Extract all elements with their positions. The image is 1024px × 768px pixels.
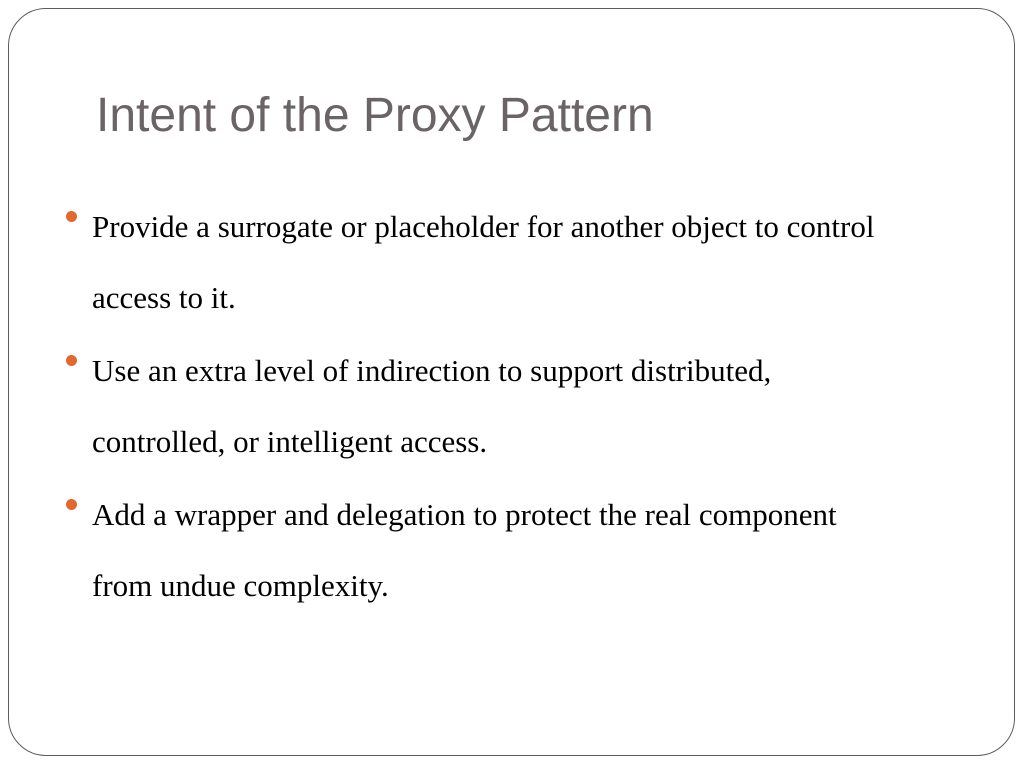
slide-title: Intent of the Proxy Pattern <box>96 89 654 142</box>
bullet-item <box>66 335 886 477</box>
bullet-text: Provide a surrogate or placeholder for another object to control access to it. <box>92 209 875 315</box>
bullet-dot-icon <box>66 499 77 510</box>
bullet-item <box>66 191 886 333</box>
bullet-item <box>66 479 886 621</box>
bullet-dot-icon <box>66 211 77 222</box>
bullet-dot-icon <box>66 355 77 366</box>
bullet-text: Add a wrapper and delegation to protect the real component from undue complexity. <box>92 497 837 603</box>
bullet-list <box>66 198 886 630</box>
bullet-text: Use an extra level of indirection to support distributed, controlled, or intelligent access. <box>92 353 772 459</box>
